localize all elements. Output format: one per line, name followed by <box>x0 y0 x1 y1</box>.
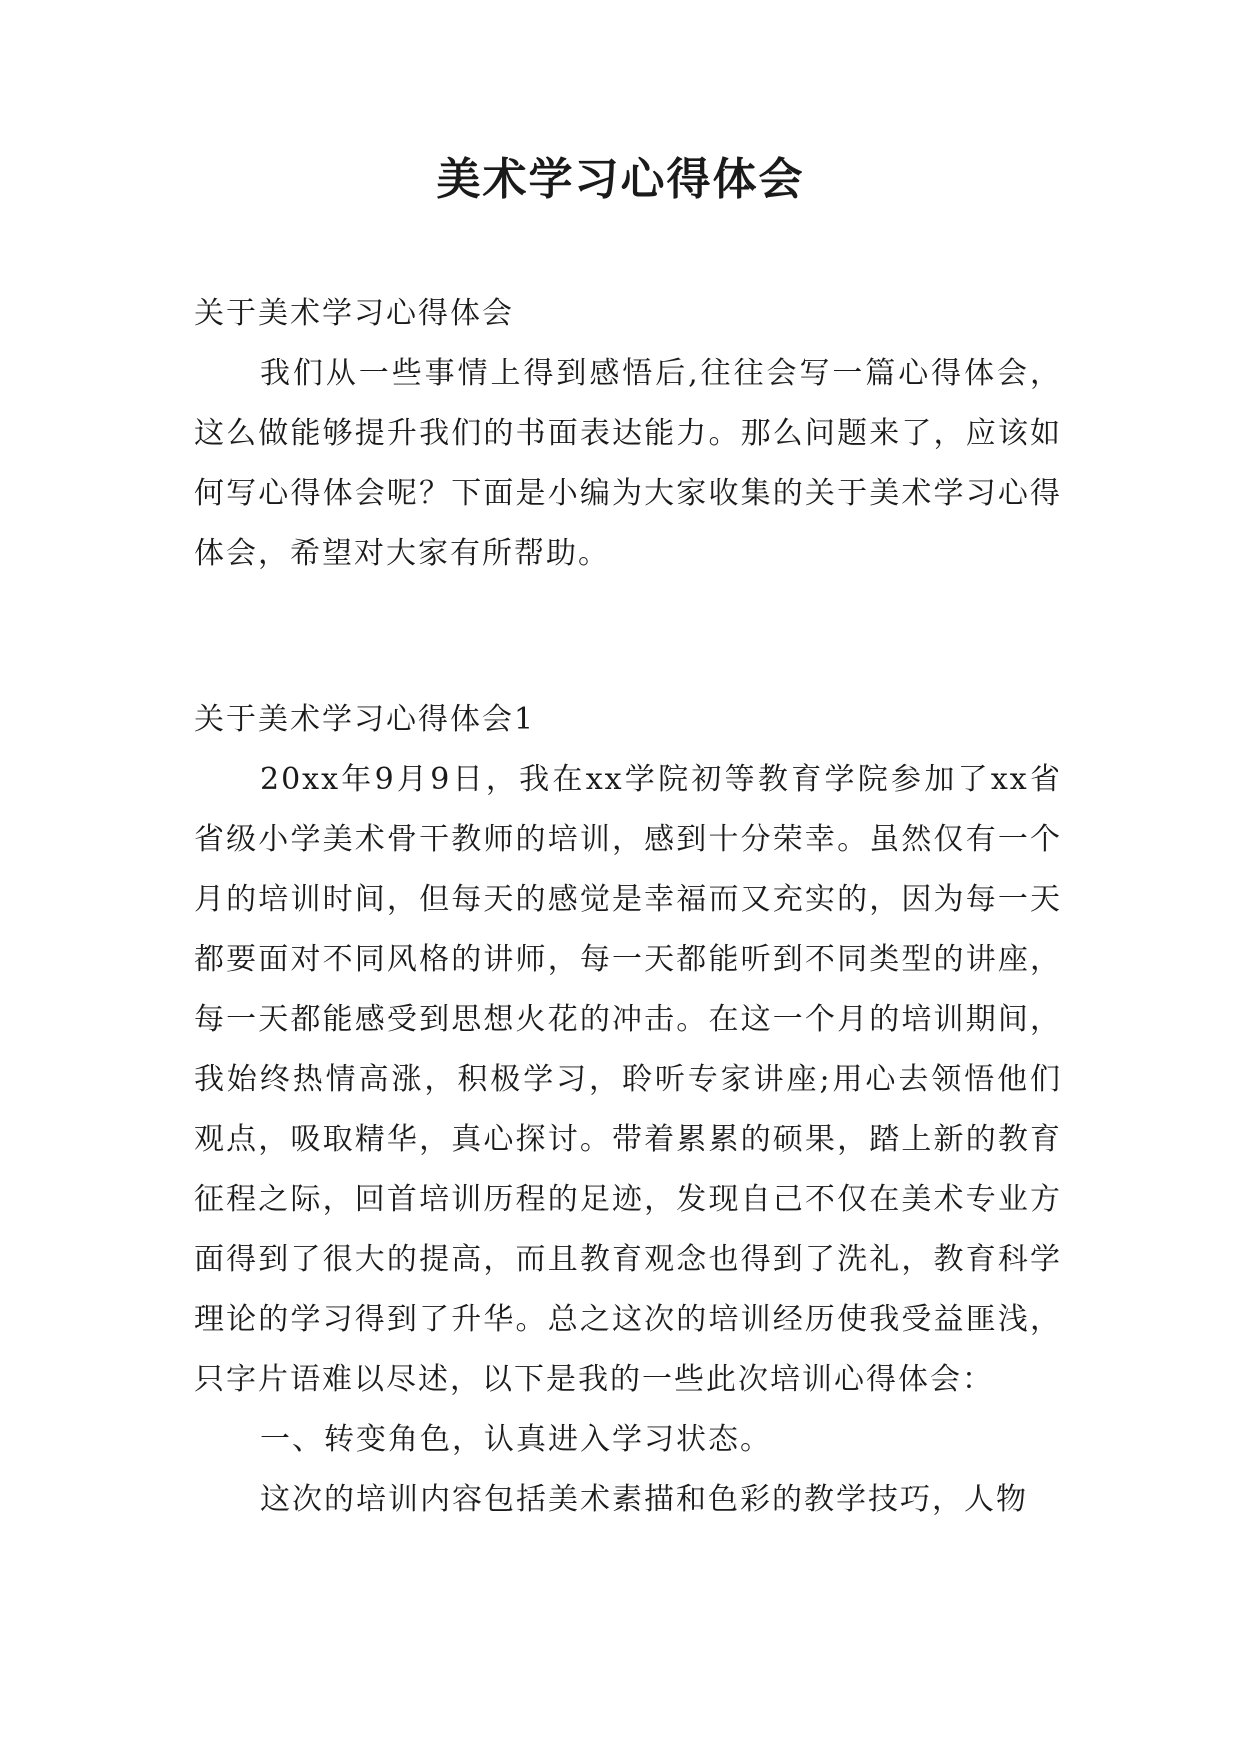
document-title: 美术学习心得体会 <box>436 154 805 205</box>
intro-heading: 关于美术学习心得体会 <box>194 296 514 331</box>
section-1-paragraph-2: 这次的培训内容包括美术素描和色彩的教学技巧，人物 <box>260 1482 1028 1517</box>
intro-paragraph: 我们从一些事情上得到感悟后,往往会写一篇心得体会，这么做能够提升我们的书面表达能力。那么问题来了，应该如何写心得体会呢？下面是小编为大家收集的关于美术学习心得体会，希望对大家有所帮助。 <box>194 356 1062 571</box>
section-1 <box>194 690 1062 1530</box>
section-1-subheading-1: 一、转变角色，认真进入学习状态。 <box>260 1422 772 1457</box>
section-1-heading: 关于美术学习心得体会1 <box>194 702 536 737</box>
intro-section <box>194 284 1062 584</box>
section-1-paragraph-1: 20xx年9月9日，我在xx学院初等教育学院参加了xx省省级小学美术骨干教师的培训，感到十分荣幸。虽然仅有一个月的培训时间，但每天的感觉是幸福而又充实的，因为每一天都要面对不同风格的讲师，每一天都能听到不同类型的讲座，每一天都能感受到思想火花的冲击。在这一个月的培训期间，我始终热情高涨，积极学习，聆听专家讲座;用心去领悟他们观点，吸取精华，真心探讨。带着累累的硕果，踏上新的教育征程之际，回首培训历程的足迹，发现自己不仅在美术专业方面得到了很大的提高，而且教育观念也得到了洗礼，教育科学理论的学习得到了升华。总之这次的培训经历使我受益匪浅，只字片语难以尽述，以下是我的一些此次培训心得体会： <box>194 762 1062 1397</box>
